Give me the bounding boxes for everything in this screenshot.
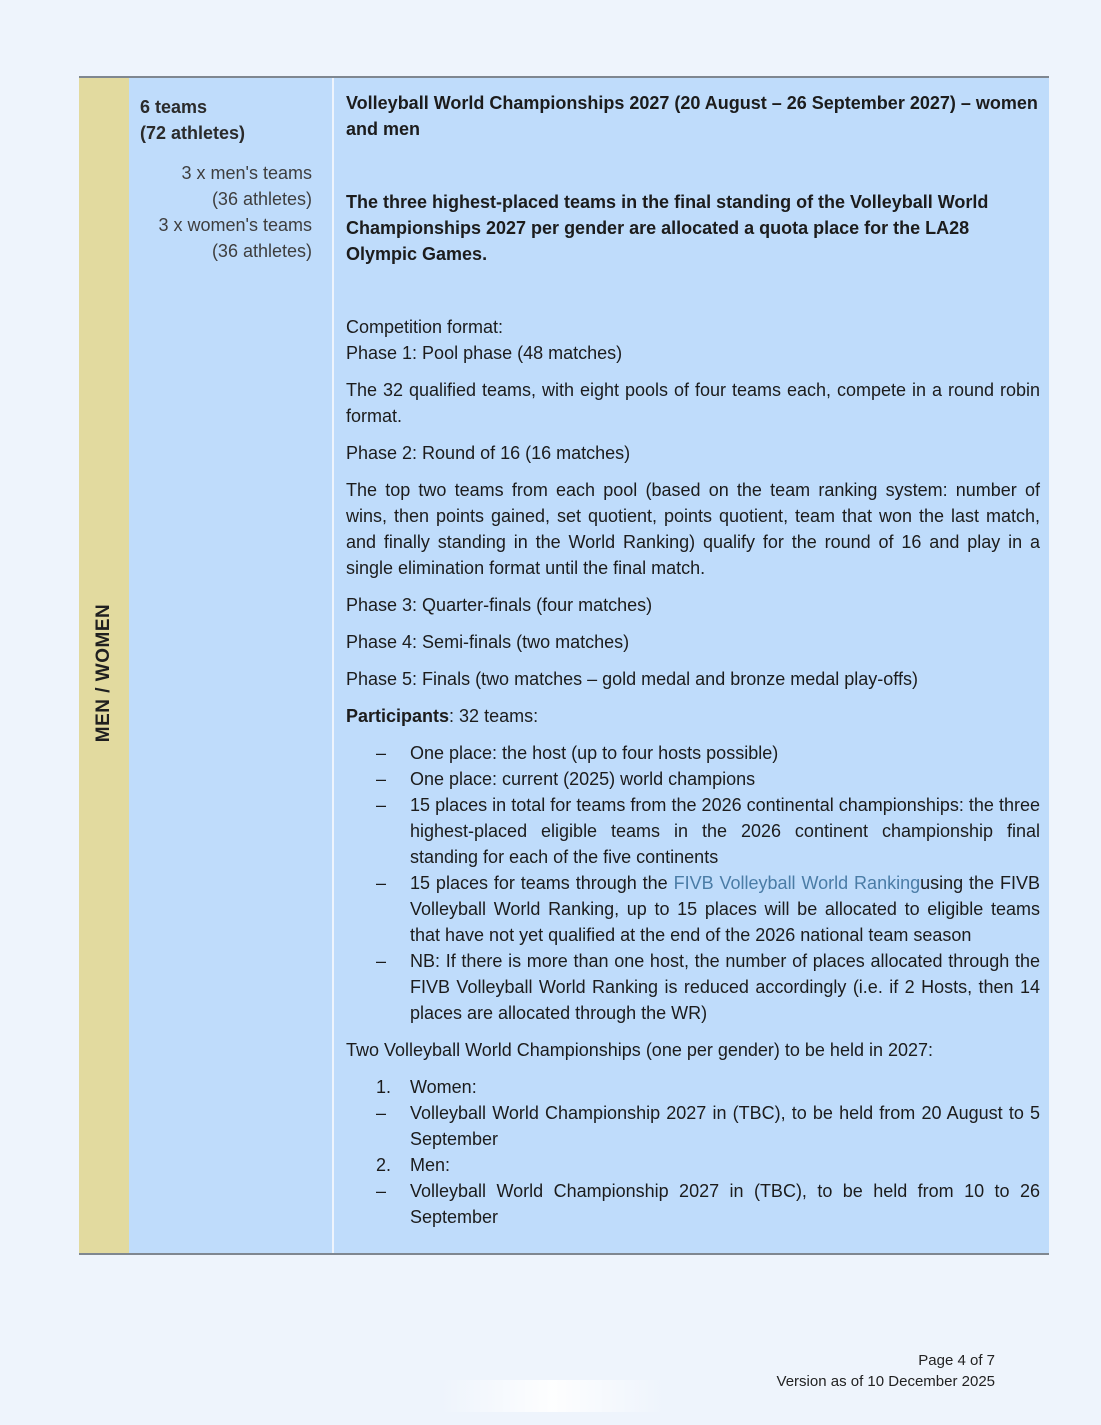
details-column: [334, 78, 1049, 1253]
gender-column: [79, 78, 129, 1253]
page-footer: [777, 1350, 995, 1392]
quota-allocation-text: The three highest-placed teams in the final standing of the Volleyball World Championships 2027 per gender are allocated a quota place for the LA28 Olympic Games.: [346, 192, 989, 264]
phase-5: Phase 5: Finals (two matches – gold medal and bronze medal play-offs): [346, 669, 918, 689]
fivb-ranking-link[interactable]: FIVB Volleyball World Ranking: [673, 873, 921, 893]
list-item: – NB: If there is more than one host, the number of places allocated through the FIVB Volleyball World Ranking is reduced accordingly (i.e. if 2 Hosts, then 14 places are allocated through the WR): [346, 948, 1040, 1026]
phase-2: Phase 2: Round of 16 (16 matches): [346, 443, 631, 463]
phase-4: Phase 4: Semi-finals (two matches): [346, 632, 630, 652]
list-item: – 15 places for teams through the FIVB Volleyball World Rankingusing the FIVB Volleyball World Ranking, up to 15 places will be allocated to eligible teams that have not yet qualified at the end of the 2026 national team season: [346, 870, 1040, 948]
dash-marker: –: [376, 795, 387, 815]
horizontal-scroll-indicator[interactable]: [440, 1380, 665, 1412]
list-item: 2. Men:: [346, 1152, 1040, 1178]
quota-teams: 6 teams: [140, 97, 208, 117]
phase-1-desc: The 32 qualified teams, with eight pools of four teams each, compete in a round robin format.: [346, 380, 1040, 426]
quota-column: [129, 78, 332, 1253]
women-athletes: (36 athletes): [211, 241, 312, 261]
event-title: Volleyball World Championships 2027 (20 August – 26 September 2027) – women and men: [346, 93, 1038, 139]
number-marker: 1.: [376, 1077, 392, 1097]
qualification-table: [79, 76, 1049, 1255]
participants-line: [346, 703, 1040, 729]
phase-1: Phase 1: Pool phase (48 matches): [346, 343, 623, 363]
men-athletes: (36 athletes): [211, 189, 312, 209]
quota-athletes: (72 athletes): [140, 123, 246, 143]
dash-marker: –: [376, 769, 387, 789]
number-marker: 2.: [376, 1155, 392, 1175]
participants-list: [346, 740, 1040, 1026]
two-championships: Two Volleyball World Championships (one per gender) to be held in 2027:: [346, 1040, 934, 1060]
participants-value: : 32 teams:: [449, 706, 539, 726]
list-item: – Volleyball World Championship 2027 in (TBC), to be held from 10 to 26 September: [346, 1178, 1040, 1230]
version-date: Version as of 10 December 2025: [776, 1373, 995, 1390]
dash-marker: –: [376, 743, 387, 763]
dash-marker: –: [376, 1181, 387, 1201]
women-teams: 3 x women's teams: [158, 215, 312, 235]
list-item: – Volleyball World Championship 2027 in (TBC), to be held from 20 August to 5 September: [346, 1100, 1040, 1152]
quota-breakdown: [140, 160, 312, 264]
men-teams: 3 x men's teams: [181, 163, 312, 183]
phase-2-desc: The top two teams from each pool (based on the team ranking system: number of wins, then points gained, set quotient, points quotient, team that won the last match, and finally standing in the World Ranking) qualify for the round of 16 and play in a single elimination format until the final match.: [346, 480, 1040, 578]
list-item: – One place: current (2025) world champions: [346, 766, 1040, 792]
list-item: – One place: the host (up to four hosts possible): [346, 740, 1040, 766]
dash-marker: –: [376, 1103, 387, 1123]
gender-label: MEN / WOMEN: [93, 603, 114, 743]
format-heading: Competition format:: [346, 317, 504, 337]
dash-marker: –: [376, 873, 387, 893]
championships-list: [346, 1074, 1040, 1230]
list-item: – 15 places in total for teams from the 2026 continental championships: the three highest-placed eligible teams in the 2026 continent championship final standing for each of the five continents: [346, 792, 1040, 870]
list-item: 1. Women:: [346, 1074, 1040, 1100]
phase-3: Phase 3: Quarter-finals (four matches): [346, 595, 653, 615]
participants-label: Participants: [346, 706, 450, 726]
page-number: Page 4 of 7: [918, 1352, 995, 1369]
dash-marker: –: [376, 951, 387, 971]
